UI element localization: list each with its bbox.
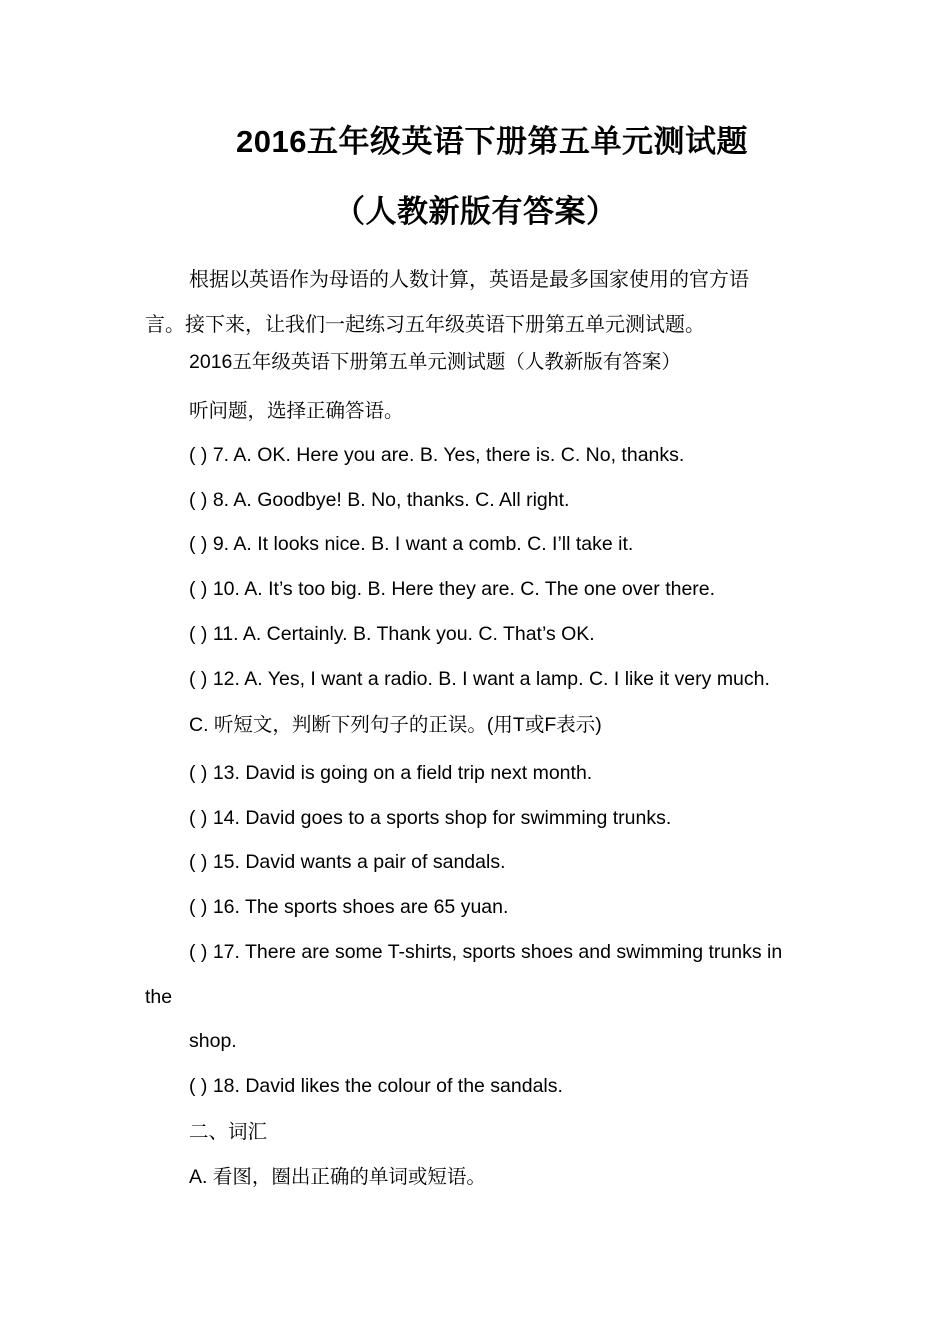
intro-paragraph	[145, 258, 807, 348]
subtitle-line: 2016五年级英语下册第五单元测试题（人教新版有答案）	[189, 351, 681, 373]
question-15: ( ) 15. David wants a pair of sandals.	[189, 851, 506, 873]
question-14: ( ) 14. David goes to a sports shop for swimming trunks.	[189, 807, 672, 829]
page-subtitle: （人教新版有答案）	[334, 194, 618, 229]
question-17-line-1: ( ) 17. There are some T-shirts, sports shoes and swimming trunks in	[189, 941, 783, 963]
section-heading-c: C. 听短文，判断下列句子的正误。(用T或F表示)	[189, 714, 602, 736]
question-11: ( ) 11. A. Certainly. B. Thank you. C. That’s OK.	[189, 623, 595, 645]
intro-line-1: 根据以英语作为母语的人数计算，英语是最多国家使用的官方语	[189, 269, 749, 291]
question-17-line-3: shop.	[189, 1030, 237, 1052]
question-8: ( ) 8. A. Goodbye! B. No, thanks. C. All right.	[189, 489, 570, 511]
question-18: ( ) 18. David likes the colour of the sandals.	[189, 1075, 563, 1097]
page-title: 2016五年级英语下册第五单元测试题	[236, 124, 748, 159]
question-17-line-2: the	[145, 986, 173, 1008]
question-12: ( ) 12. A. Yes, I want a radio. B. I want a lamp. C. I like it very much.	[189, 668, 770, 690]
section-heading-vocab: 二、词汇	[189, 1121, 268, 1143]
section-heading-a: A. 看图，圈出正确的单词或短语。	[189, 1166, 486, 1188]
intro-line-2: 言。接下来，让我们一起练习五年级英语下册第五单元测试题。	[145, 314, 705, 336]
question-7: ( ) 7. A. OK. Here you are. B. Yes, there is. C. No, thanks.	[189, 444, 685, 466]
question-9: ( ) 9. A. It looks nice. B. I want a comb. C. I’ll take it.	[189, 533, 634, 555]
question-13: ( ) 13. David is going on a field trip next month.	[189, 762, 593, 784]
question-10: ( ) 10. A. It’s too big. B. Here they are. C. The one over there.	[189, 578, 716, 600]
section-heading-listen: 听问题，选择正确答语。	[189, 400, 404, 422]
question-16: ( ) 16. The sports shoes are 65 yuan.	[189, 896, 509, 918]
